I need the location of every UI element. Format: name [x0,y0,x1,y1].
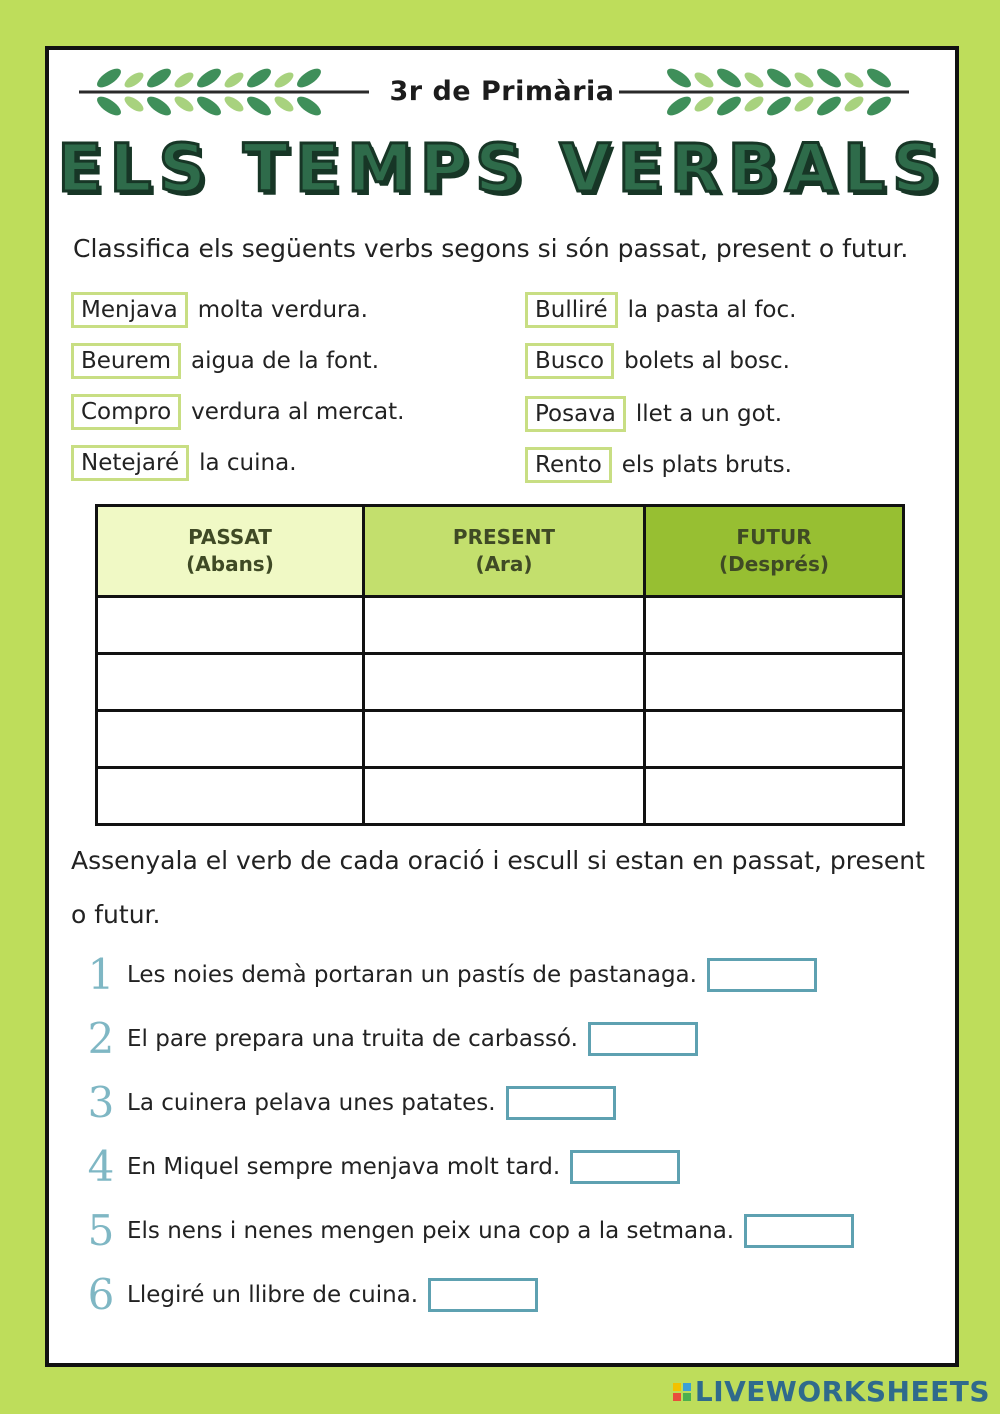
question-number: 2 [87,1014,115,1063]
question-number: 3 [87,1078,115,1127]
page-title: ELS TEMPS VERBALS [57,130,947,207]
question-text[interactable]: Els nens i nenes mengen peix una cop a la setmana. [127,1217,735,1244]
answer-box[interactable] [588,1022,698,1056]
answer-box[interactable] [744,1214,854,1248]
table-row [97,711,904,768]
tense-table [95,504,905,826]
question-number: 1 [87,950,115,999]
drop-cell[interactable] [364,654,645,711]
sentence-row [525,447,792,483]
drop-cell[interactable] [364,768,645,825]
sentence-text: la pasta al foc. [627,297,797,323]
sentence-row [525,396,782,432]
question-text[interactable]: En Miquel sempre menjava molt tard. [127,1153,561,1180]
grade-label: 3r de Primària [389,76,615,107]
drop-cell[interactable] [97,711,364,768]
sentence-text: llet a un got. [635,401,783,427]
verb-box[interactable]: Compro [71,394,181,430]
drop-cell[interactable] [364,597,645,654]
question-text[interactable]: Llegiré un llibre de cuina. [127,1281,419,1308]
column-header-past [97,506,364,597]
answer-box[interactable] [570,1150,680,1184]
sentence-text: aigua de la font. [191,348,380,374]
verb-box[interactable]: Beurem [71,343,181,379]
column-subtitle: (Després) [719,552,829,576]
verb-box[interactable]: Menjava [71,292,188,328]
sentence-text: els plats bruts. [621,452,792,478]
column-header-present [364,506,645,597]
exercise2-instruction-line1: Assenyala el verb de cada oració i escull si estan en passat, present [71,846,925,875]
sentence-row [525,343,790,379]
drop-cell[interactable] [97,768,364,825]
column-title: PRESENT [452,525,556,549]
column-subtitle: (Abans) [186,552,274,576]
question-row [81,1078,616,1127]
drop-cell[interactable] [645,768,904,825]
liveworksheets-brand[interactable] [673,1375,990,1408]
question-row [81,1206,854,1255]
verb-box[interactable]: Netejaré [71,445,189,481]
sentence-row [71,445,297,481]
sentence-text: bolets al bosc. [624,348,790,374]
drop-cell[interactable] [645,711,904,768]
sentence-text: verdura al mercat. [191,399,405,425]
drop-cell[interactable] [97,597,364,654]
sentence-row [71,394,404,430]
drop-cell[interactable] [645,597,904,654]
sentence-row [525,292,796,328]
worksheet [45,46,959,1367]
drop-cell[interactable] [364,711,645,768]
question-text[interactable]: El pare prepara una truita de carbassó. [127,1025,578,1052]
question-row [81,1014,698,1063]
table-row [97,654,904,711]
exercise2-instruction-line2: o futur. [71,900,161,929]
sentence-row [71,343,379,379]
question-number: 6 [87,1270,115,1319]
answer-box[interactable] [506,1086,616,1120]
question-text[interactable]: La cuinera pelava unes patates. [127,1089,496,1116]
liveworksheets-logo-icon [673,1383,691,1401]
table-row [97,597,904,654]
sentence-text: molta verdura. [197,297,368,323]
drop-cell[interactable] [645,654,904,711]
table-row [97,768,904,825]
exercise1-instruction: Classifica els següents verbs segons si són passat, present o futur. [73,234,909,263]
column-title: FUTUR [736,525,812,549]
question-row [81,1142,680,1191]
answer-box[interactable] [707,958,817,992]
question-text[interactable]: Les noies demà portaran un pastís de pastanaga. [127,961,697,988]
column-title: PASSAT [188,525,272,549]
verb-box[interactable]: Posava [525,396,626,432]
sentence-text: la cuina. [199,450,297,476]
brand-label: LIVEWORKSHEETS [694,1375,990,1408]
question-row [81,950,817,999]
question-number: 5 [87,1206,115,1255]
verb-box[interactable]: Busco [525,343,614,379]
question-row [81,1270,538,1319]
column-header-future [645,506,904,597]
verb-box[interactable]: Bulliré [525,292,618,328]
question-number: 4 [87,1142,115,1191]
drop-cell[interactable] [97,654,364,711]
column-subtitle: (Ara) [475,552,533,576]
verb-box[interactable]: Rento [525,447,612,483]
answer-box[interactable] [428,1278,538,1312]
sentence-row [71,292,368,328]
